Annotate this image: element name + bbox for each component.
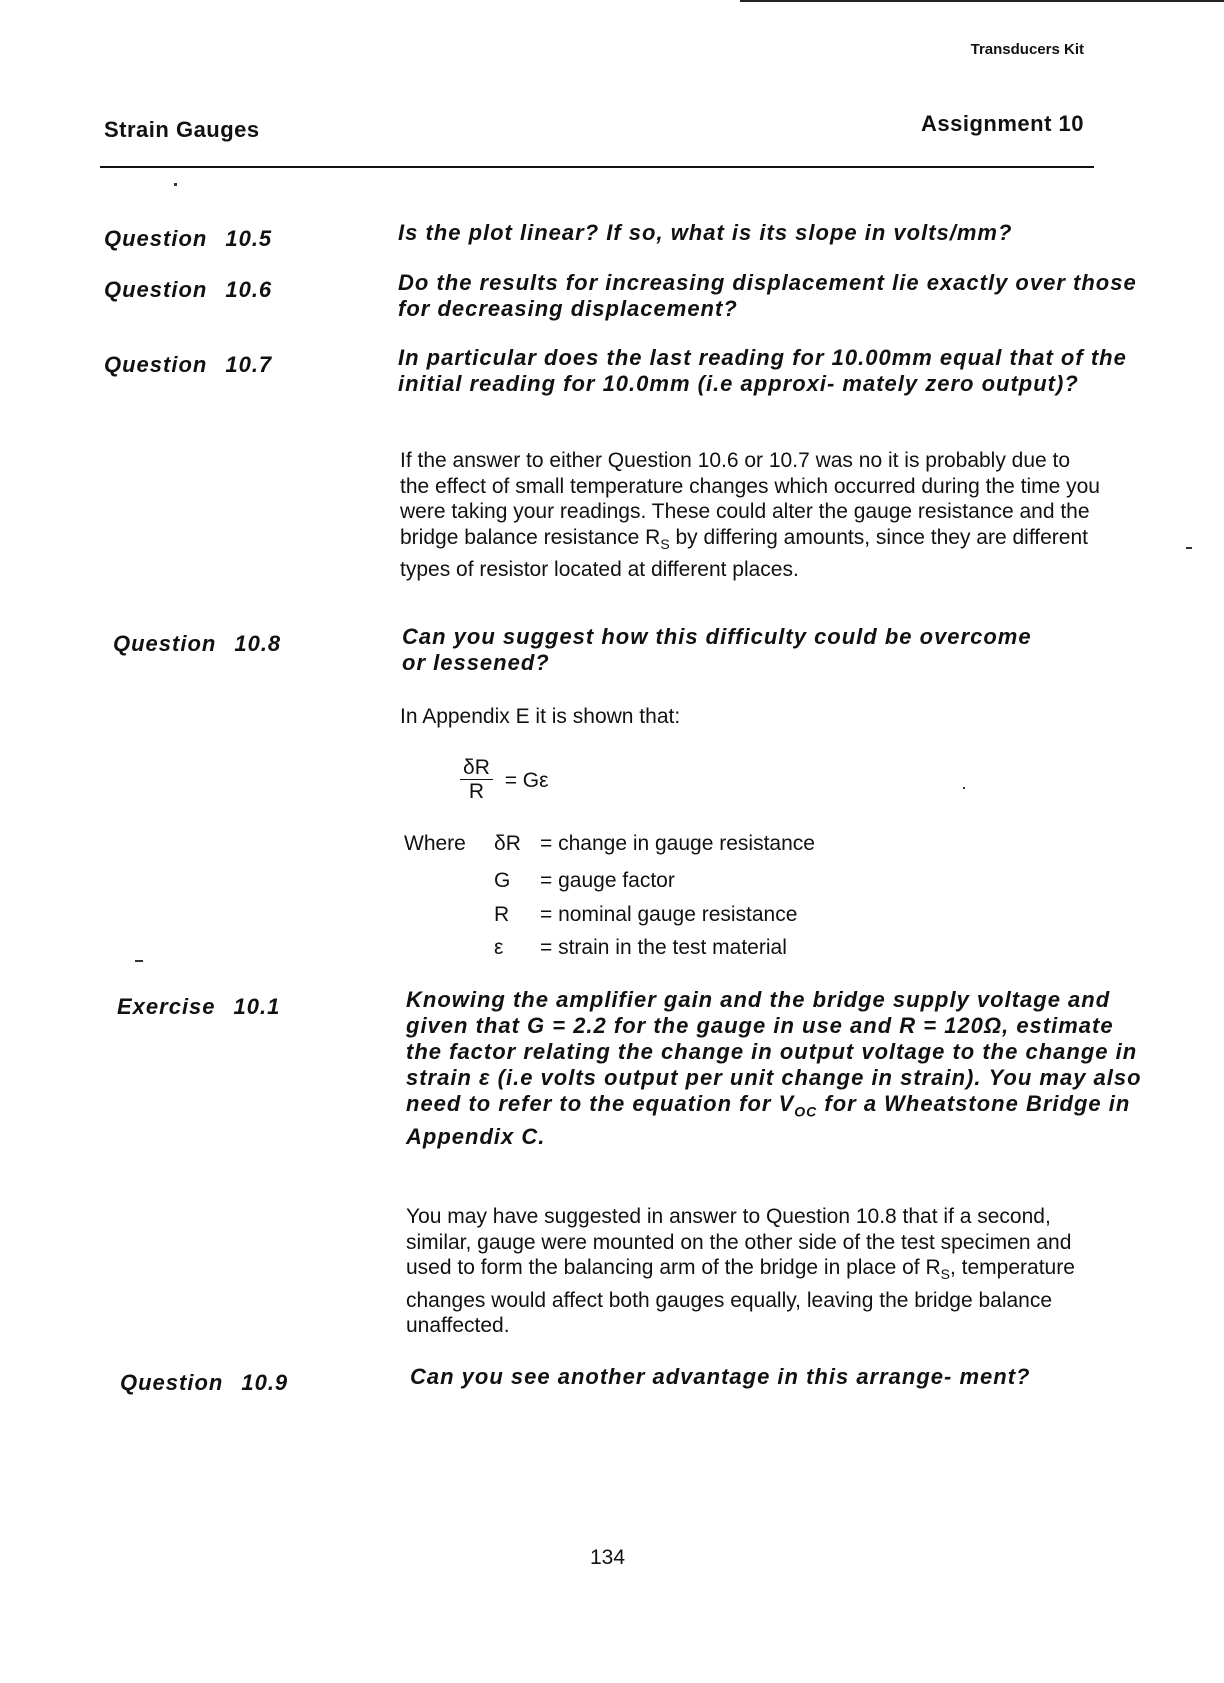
definition-symbol: G bbox=[494, 869, 511, 892]
formula-denominator: R bbox=[468, 780, 485, 803]
second-gauge-paragraph bbox=[406, 1204, 1086, 1339]
question-10-8-text: Can you suggest how this difficulty could be overcome or lessened? bbox=[402, 624, 1032, 675]
item-label: Exercise bbox=[117, 994, 216, 1019]
temperature-paragraph bbox=[400, 448, 1100, 583]
question-10-9-label bbox=[120, 1370, 288, 1396]
question-10-6-text: Do the results for increasing displacement lie exactly over those for decreasing displacement? bbox=[398, 270, 1137, 321]
exercise-text: for a Wheatstone Bridge in Appendix C. bbox=[406, 1091, 1131, 1150]
rs-symbol: R bbox=[925, 1256, 941, 1279]
item-number: 10.5 bbox=[225, 226, 273, 251]
header-rule bbox=[100, 166, 1094, 168]
item-number: 10.9 bbox=[241, 1370, 289, 1395]
scan-speck bbox=[135, 960, 143, 962]
item-number: 10.1 bbox=[233, 994, 281, 1019]
question-10-8-label bbox=[113, 631, 281, 657]
item-label: Question bbox=[120, 1370, 224, 1395]
exercise-text: Knowing the amplifier gain and the bridge supply voltage and given that G = 2.2 for the gauge in use and R = 120Ω, estimate the factor relating the change in output voltage to the change in strain ε (i.e volts output per unit change in strain). You may also need to refer to the equation for bbox=[406, 987, 1142, 1116]
exercise-10-1-text bbox=[406, 987, 1146, 1150]
assignment-title: Assignment 10 bbox=[921, 111, 1084, 136]
formula-numerator: δR bbox=[460, 757, 493, 780]
question-10-7-label bbox=[104, 352, 272, 378]
definition-symbol: δR bbox=[494, 832, 521, 855]
item-label: Question bbox=[104, 226, 208, 251]
paragraph-text: You may have suggested in answer to Question 10.8 that if a second, similar, gauge were mounted on the other side of the test specimen and used to form the balancing arm of the bridge in place of bbox=[406, 1205, 1072, 1279]
where-label: Where bbox=[404, 832, 466, 855]
rs-subscript: S bbox=[660, 535, 670, 552]
appendix-intro: In Appendix E it is shown that: bbox=[400, 705, 681, 728]
voc-symbol: V bbox=[778, 1091, 795, 1116]
section-title: Strain Gauges bbox=[104, 117, 260, 142]
item-number: 10.7 bbox=[225, 352, 273, 377]
definition-meaning: = change in gauge resistance bbox=[540, 832, 815, 855]
question-10-5-text: Is the plot linear? If so, what is its slope in volts/mm? bbox=[398, 220, 1013, 245]
question-10-9-text: Can you see another advantage in this arrange- ment? bbox=[410, 1364, 1031, 1389]
definition-meaning: = nominal gauge resistance bbox=[540, 903, 798, 926]
formula-fraction bbox=[460, 757, 493, 804]
item-number: 10.6 bbox=[225, 277, 273, 302]
scan-speck bbox=[1186, 547, 1192, 549]
rs-symbol: R bbox=[645, 525, 661, 549]
strain-formula bbox=[460, 757, 549, 804]
question-10-5-label bbox=[104, 226, 272, 252]
item-label: Question bbox=[104, 352, 208, 377]
exercise-10-1-label bbox=[117, 994, 280, 1020]
paragraph-text: by differing amounts, since they are different types of resistor located at different places. bbox=[400, 525, 1088, 582]
page-number: 134 bbox=[590, 1546, 626, 1569]
paragraph-text: , temperature changes would affect both gauges equally, leaving the bridge balance unaffected. bbox=[406, 1256, 1075, 1338]
item-number: 10.8 bbox=[234, 631, 282, 656]
question-10-6-label bbox=[104, 277, 272, 303]
formula-rhs: = Gε bbox=[504, 768, 549, 792]
item-label: Question bbox=[104, 277, 208, 302]
item-label: Question bbox=[113, 631, 217, 656]
definition-meaning: = strain in the test material bbox=[540, 936, 787, 959]
question-10-7-text: In particular does the last reading for 10.00mm equal that of the initial reading for 10.0mm (i.e approxi- mately zero output)? bbox=[398, 345, 1127, 396]
rs-subscript: S bbox=[940, 1266, 950, 1283]
paragraph-text: If the answer to either Question 10.6 or 10.7 was no it is probably due to the effect of small temperature changes which occurred during the time you were taking your readings. These could alter the gauge resistance and the bridge balance resistance bbox=[400, 449, 1100, 549]
top-edge-rule bbox=[740, 0, 1224, 2]
definition-meaning: = gauge factor bbox=[540, 869, 675, 892]
definition-symbol: ε bbox=[494, 936, 504, 959]
kit-title: Transducers Kit bbox=[970, 41, 1084, 58]
scan-speck bbox=[174, 183, 177, 186]
scan-speck bbox=[963, 787, 965, 789]
definition-symbol: R bbox=[494, 903, 510, 926]
voc-subscript: OC bbox=[794, 1103, 818, 1120]
